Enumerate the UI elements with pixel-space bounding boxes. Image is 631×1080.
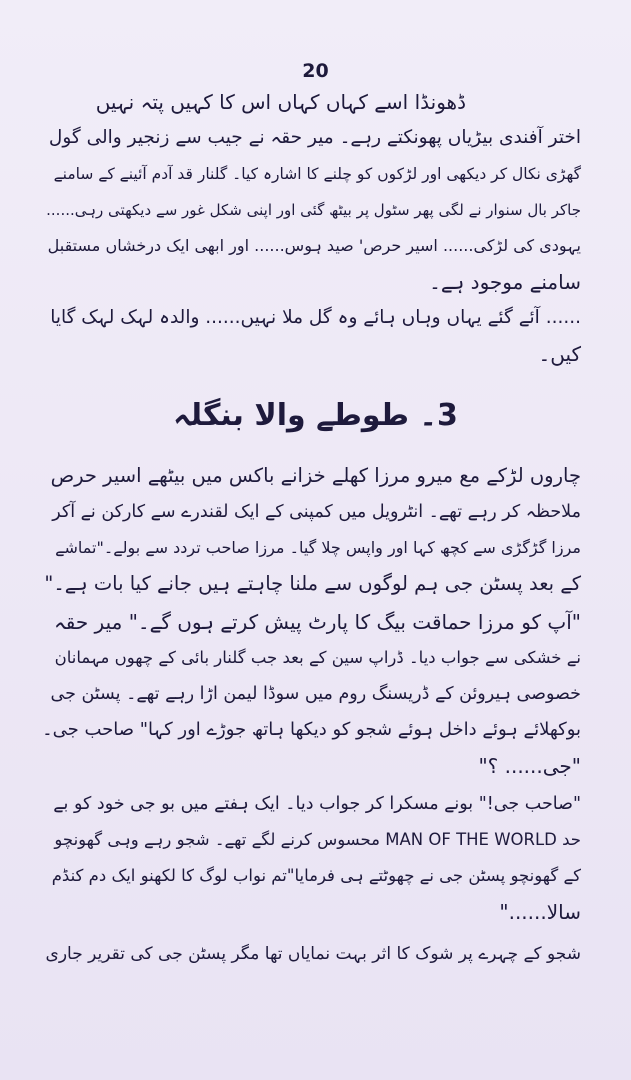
text-line: جاکر بال سنوار نے لگی پھر سٹول پر بیٹھ گئی اور اپنی شکل غور سے دیکھتی رہی......	[46, 201, 581, 219]
text-line: چاروں لڑکے مع میرو مرزا کھلے خزانے باکس میں بیٹھے اسیر حرص	[50, 464, 581, 487]
page-number: 20	[302, 60, 329, 82]
chapter-heading: 3۔ طوطے والا بنگلہ	[173, 398, 458, 433]
text-line: نے خشکی سے جواب دیا۔ ڈراپ سین کے بعد جب گلنار بائی کے چھوں مہمانان	[54, 648, 581, 667]
text-line: کے بعد پسٹن جی ہم لوگوں سے ملنا چاہتے ہیں جانے کیا بات ہے۔"	[44, 572, 581, 595]
text-line: "آپ کو مرزا حماقت بیگ کا پارٹ پیش کرتے ہوں گے۔" میر حقہ	[54, 610, 581, 634]
text-line: ملاحظہ کر رہے تھے۔ انٹرویل میں کمپنی کے ایک لقندرے سے کارکن نے آکر	[52, 502, 581, 522]
text-line: حد MAN OF THE WORLD محسوس کرنے لگے تھے۔ شجو رہے وہی گھونچو	[54, 830, 581, 849]
text-line: سامنے موجود ہے۔	[429, 270, 581, 294]
text-line: گھڑی نکال کر دیکھی اور لڑکوں کو چلنے کا اشارہ کیا۔ گلنار قد آدم آئینے کے سامنے	[53, 165, 581, 183]
text-line: ...... آئے گئے یہاں وہاں ہائے وہ گل ملا نہیں...... والدہ لہک لہک گایا	[50, 307, 581, 328]
text-line: کے گھونچو پسٹن جی نے چھوٹتے ہی فرمایا"تم نواب لوگ کا لکھنو ایک دم کنڈم	[51, 866, 581, 885]
text-line: اختر آفندی بیڑیاں پھونکتے رہے۔ میر حقہ نے جیب سے زنجیر والی گول	[48, 127, 581, 148]
text-line: سالا......"	[499, 900, 581, 924]
verse-line: ڈھونڈا اسے کہاں کہاں اس کا کہیں پتہ نہیں	[95, 90, 466, 114]
text-line: مرزا گڑگڑی سے کچھ کہا اور واپس چلا گیا۔ مرزا صاحب تردد سے بولے۔"تماشے	[55, 538, 581, 557]
text-line: کیں۔	[538, 342, 581, 366]
text-line: بوکھلائے ہوئے داخل ہوئے شجو کو دیکھا ہاتھ جوڑے اور کہا" صاحب جی۔	[42, 719, 581, 740]
text-line: خصوصی ہیروئن کے ڈریسنگ روم میں سوڈا لیمن اڑا رہے تھے۔ پسٹن جی	[50, 684, 581, 704]
text-line: "جی...... ؟"	[478, 754, 581, 778]
text-line: "صاحب جی!" بونے مسکرا کر جواب دیا۔ ایک ہفتے میں بو جی خود کو بے	[53, 794, 581, 814]
text-line: یہودی کی لڑکی...... اسیر حرص' صید ہوس...... اور ابھی ایک درخشاں مستقبل	[47, 236, 581, 255]
text-line: شجو کے چہرے پر شوک کا اثر بہت نمایاں تھا مگر پسٹن جی کی تقریر جاری	[45, 944, 581, 964]
